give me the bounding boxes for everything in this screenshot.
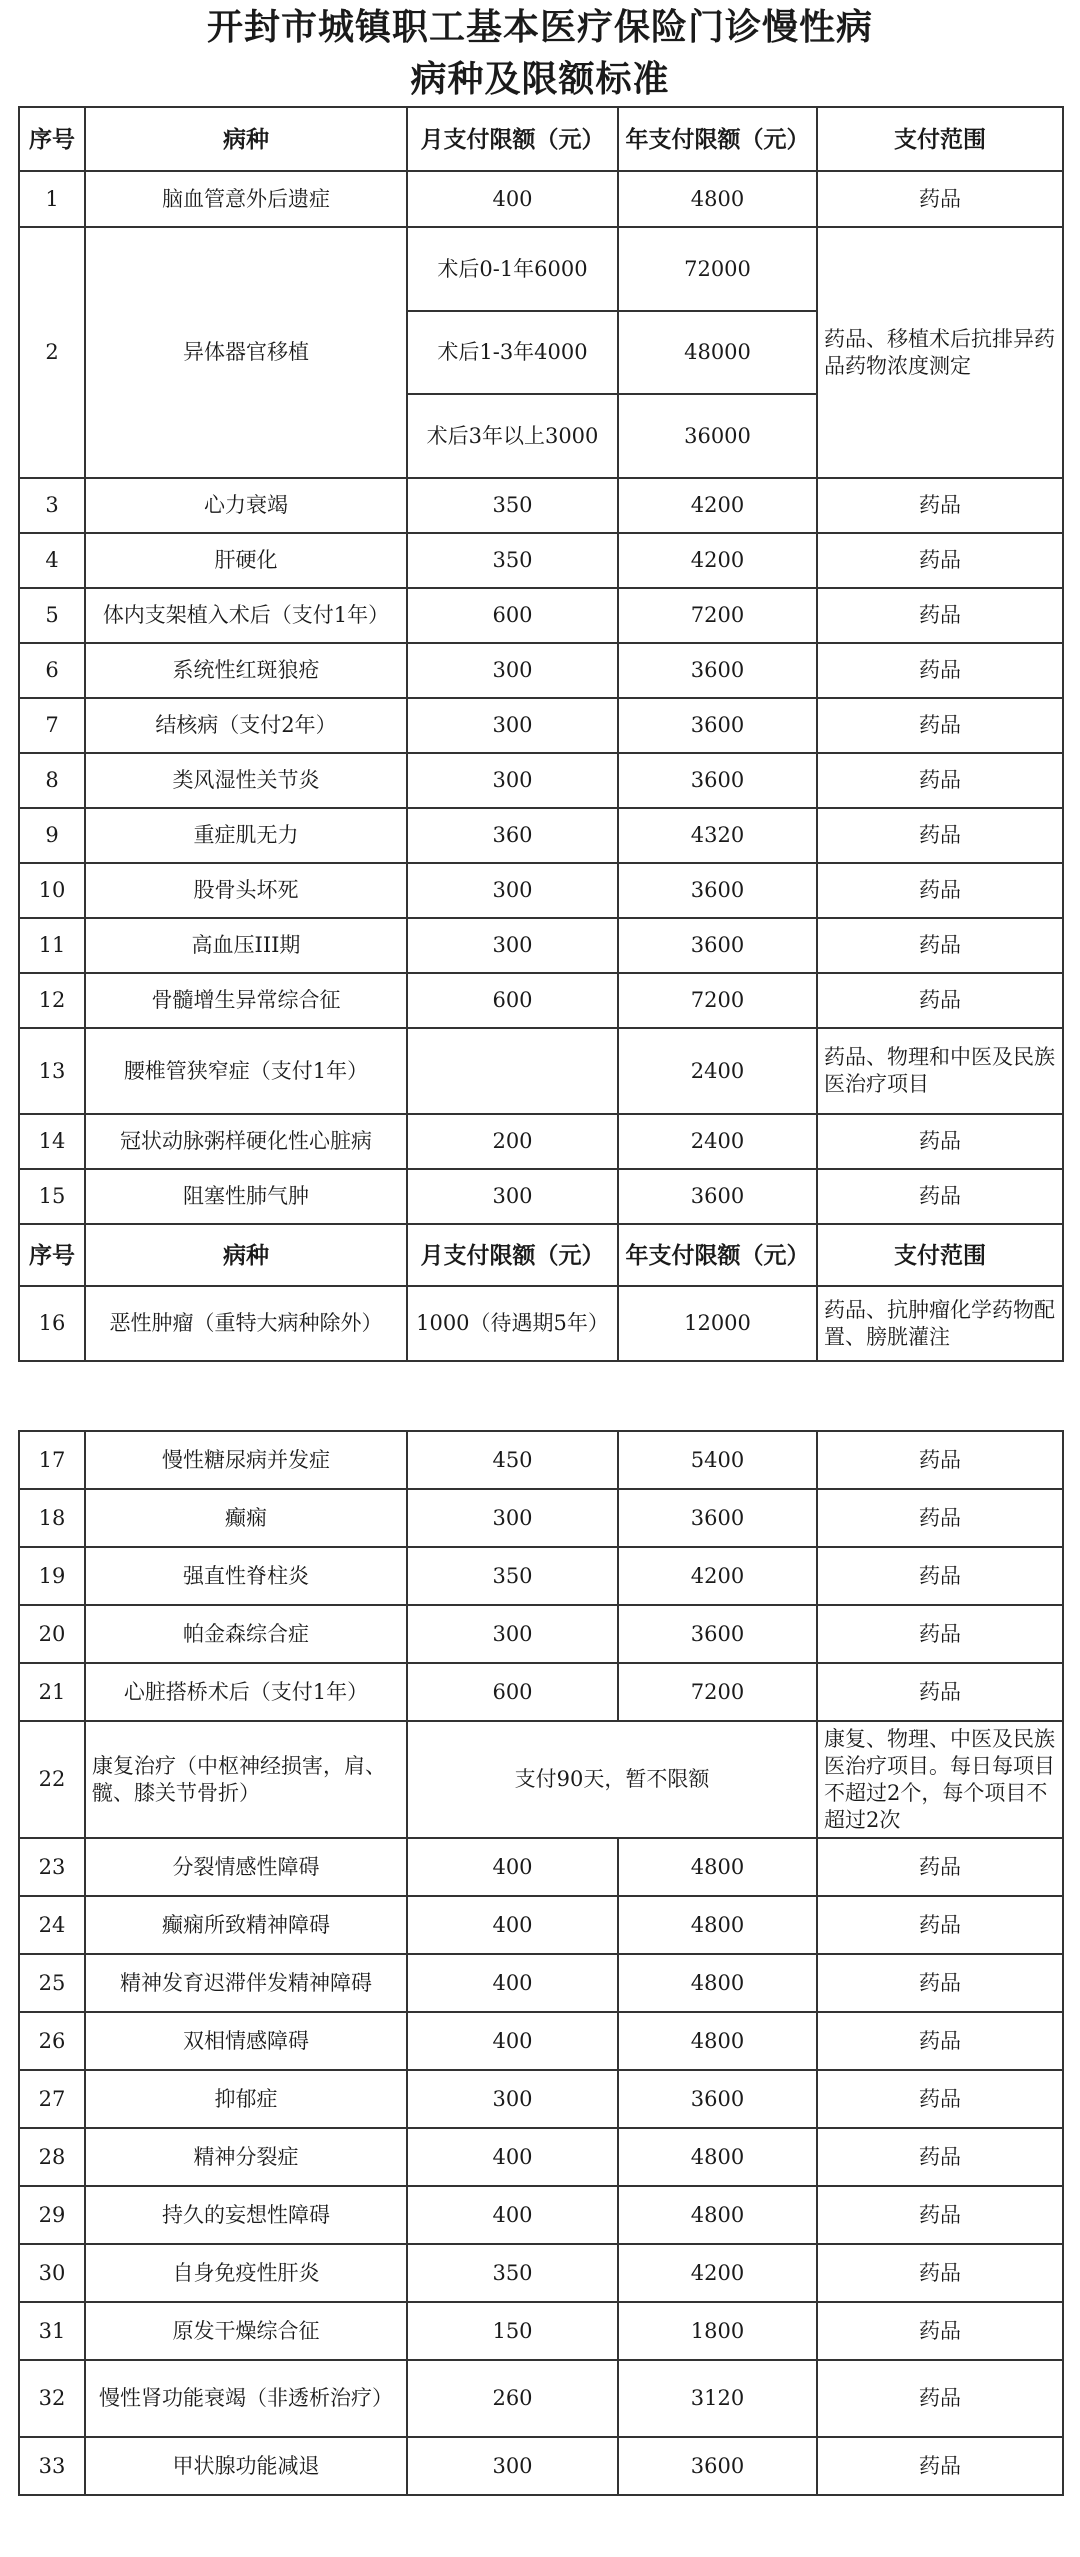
row-monthly: 600 — [407, 588, 618, 643]
row-annual: 4800 — [618, 2186, 817, 2244]
row-disease: 高血压III期 — [85, 918, 407, 973]
row-disease: 甲状腺功能减退 — [85, 2437, 407, 2495]
row-monthly-stage: 术后0-1年6000 — [407, 227, 618, 311]
row-no: 31 — [19, 2302, 85, 2360]
table-row — [19, 1489, 1063, 1547]
table-row — [19, 2302, 1063, 2360]
row-disease: 阻塞性肺气肿 — [85, 1169, 407, 1224]
row-scope: 康复、物理、中医及民族医治疗项目。每日每项目不超过2个，每个项目不超过2次 — [817, 1721, 1063, 1838]
row-disease: 持久的妄想性障碍 — [85, 2186, 407, 2244]
row-monthly: 360 — [407, 808, 618, 863]
row-scope: 药品 — [817, 918, 1063, 973]
row-no: 11 — [19, 918, 85, 973]
row-annual: 3600 — [618, 918, 817, 973]
row-monthly: 150 — [407, 2302, 618, 2360]
row-disease: 异体器官移植 — [85, 227, 407, 478]
table-row — [19, 1431, 1063, 1489]
row-disease: 恶性肿瘤（重特大病种除外） — [85, 1286, 407, 1361]
row-monthly: 400 — [407, 2128, 618, 2186]
row-no: 32 — [19, 2360, 85, 2437]
row-annual: 3600 — [618, 2437, 817, 2495]
row-no: 30 — [19, 2244, 85, 2302]
row-annual: 1800 — [618, 2302, 817, 2360]
row-annual: 4800 — [618, 1896, 817, 1954]
row-annual: 4200 — [618, 1547, 817, 1605]
table-row — [19, 1286, 1063, 1361]
row-scope: 药品 — [817, 2128, 1063, 2186]
row-monthly: 350 — [407, 478, 618, 533]
table-row — [19, 1169, 1063, 1224]
row-monthly: 300 — [407, 918, 618, 973]
row-scope: 药品 — [817, 1663, 1063, 1721]
row-scope: 药品 — [817, 588, 1063, 643]
table-header-row-repeat — [19, 1224, 1063, 1286]
row-scope: 药品 — [817, 1605, 1063, 1663]
row-annual: 4800 — [618, 2012, 817, 2070]
header-scope: 支付范围 — [817, 1224, 1063, 1286]
row-monthly: 400 — [407, 1954, 618, 2012]
table-row — [19, 1954, 1063, 2012]
table-row — [19, 2070, 1063, 2128]
row-disease: 骨髓增生异常综合征 — [85, 973, 407, 1028]
row-disease: 帕金森综合症 — [85, 1605, 407, 1663]
table-row — [19, 2186, 1063, 2244]
row-no: 6 — [19, 643, 85, 698]
table-row — [19, 753, 1063, 808]
row-monthly: 350 — [407, 533, 618, 588]
header-disease: 病种 — [85, 107, 407, 171]
row-monthly-stage: 术后1-3年4000 — [407, 311, 618, 394]
limits-table-1 — [18, 106, 1064, 1362]
row-no: 10 — [19, 863, 85, 918]
row-no: 14 — [19, 1114, 85, 1169]
row-disease: 精神发育迟滞伴发精神障碍 — [85, 1954, 407, 2012]
row-no: 23 — [19, 1838, 85, 1896]
row-scope: 药品 — [817, 478, 1063, 533]
limits-table-2 — [18, 1430, 1064, 2496]
table-header-row — [19, 107, 1063, 171]
row-no: 15 — [19, 1169, 85, 1224]
row-annual: 4800 — [618, 171, 817, 227]
row-no: 19 — [19, 1547, 85, 1605]
header-monthly: 月支付限额（元） — [407, 107, 618, 171]
row-monthly: 400 — [407, 2012, 618, 2070]
row-no: 27 — [19, 2070, 85, 2128]
row-no: 24 — [19, 1896, 85, 1954]
row-scope: 药品 — [817, 1547, 1063, 1605]
row-monthly: 400 — [407, 171, 618, 227]
header-no: 序号 — [19, 107, 85, 171]
row-annual: 3600 — [618, 643, 817, 698]
row-scope: 药品 — [817, 1896, 1063, 1954]
row-scope: 药品 — [817, 643, 1063, 698]
row-scope: 药品 — [817, 2070, 1063, 2128]
row-scope: 药品 — [817, 1954, 1063, 2012]
table-row — [19, 1028, 1063, 1114]
row-annual: 4200 — [618, 2244, 817, 2302]
row-disease: 癫痫所致精神障碍 — [85, 1896, 407, 1954]
row-annual: 7200 — [618, 973, 817, 1028]
row-scope: 药品 — [817, 2360, 1063, 2437]
row-scope: 药品 — [817, 2437, 1063, 2495]
header-annual: 年支付限额（元） — [618, 107, 817, 171]
row-monthly: 400 — [407, 2186, 618, 2244]
row-annual-stage: 36000 — [618, 394, 817, 478]
row-no: 33 — [19, 2437, 85, 2495]
row-monthly: 600 — [407, 1663, 618, 1721]
row-disease: 腰椎管狭窄症（支付1年） — [85, 1028, 407, 1114]
table-row — [19, 1605, 1063, 1663]
table-row — [19, 2012, 1063, 2070]
row-annual: 12000 — [618, 1286, 817, 1361]
table-row — [19, 1547, 1063, 1605]
table-row-rehab — [19, 1721, 1063, 1838]
row-monthly: 300 — [407, 2070, 618, 2128]
header-no: 序号 — [19, 1224, 85, 1286]
table-row — [19, 1838, 1063, 1896]
table-row — [19, 698, 1063, 753]
row-disease: 分裂情感性障碍 — [85, 1838, 407, 1896]
row-disease: 双相情感障碍 — [85, 2012, 407, 2070]
row-scope: 药品 — [817, 808, 1063, 863]
row-scope: 药品、物理和中医及民族医治疗项目 — [817, 1028, 1063, 1114]
table-row — [19, 533, 1063, 588]
row-disease: 精神分裂症 — [85, 2128, 407, 2186]
row-annual: 3600 — [618, 863, 817, 918]
header-scope: 支付范围 — [817, 107, 1063, 171]
row-no: 12 — [19, 973, 85, 1028]
row-no: 20 — [19, 1605, 85, 1663]
header-disease: 病种 — [85, 1224, 407, 1286]
row-monthly: 1000（待遇期5年） — [407, 1286, 618, 1361]
row-annual: 3600 — [618, 2070, 817, 2128]
row-disease: 结核病（支付2年） — [85, 698, 407, 753]
row-scope: 药品 — [817, 1114, 1063, 1169]
row-disease: 康复治疗（中枢神经损害，肩、髋、膝关节骨折） — [85, 1721, 407, 1838]
row-annual: 4800 — [618, 1954, 817, 2012]
row-disease: 类风湿性关节炎 — [85, 753, 407, 808]
row-disease: 重症肌无力 — [85, 808, 407, 863]
row-no: 4 — [19, 533, 85, 588]
row-scope: 药品 — [817, 1838, 1063, 1896]
row-scope: 药品 — [817, 171, 1063, 227]
table-row — [19, 478, 1063, 533]
table-row — [19, 973, 1063, 1028]
row-scope: 药品 — [817, 1431, 1063, 1489]
row-disease: 体内支架植入术后（支付1年） — [85, 588, 407, 643]
row-monthly: 400 — [407, 1838, 618, 1896]
row-no: 2 — [19, 227, 85, 478]
row-monthly: 200 — [407, 1114, 618, 1169]
row-monthly: 300 — [407, 753, 618, 808]
row-monthly — [407, 1028, 618, 1114]
row-monthly: 300 — [407, 1169, 618, 1224]
row-limit-merged: 支付90天，暂不限额 — [407, 1721, 817, 1838]
row-disease: 心力衰竭 — [85, 478, 407, 533]
row-no: 17 — [19, 1431, 85, 1489]
row-annual: 2400 — [618, 1114, 817, 1169]
row-scope: 药品 — [817, 753, 1063, 808]
row-annual-stage: 72000 — [618, 227, 817, 311]
row-annual: 2400 — [618, 1028, 817, 1114]
row-annual: 4800 — [618, 2128, 817, 2186]
row-no: 29 — [19, 2186, 85, 2244]
row-scope: 药品、移植术后抗排异药品药物浓度测定 — [817, 227, 1063, 478]
row-annual: 3600 — [618, 698, 817, 753]
row-annual: 3600 — [618, 1489, 817, 1547]
row-annual: 7200 — [618, 1663, 817, 1721]
row-annual: 7200 — [618, 588, 817, 643]
row-scope: 药品 — [817, 2244, 1063, 2302]
table-row — [19, 643, 1063, 698]
row-scope: 药品 — [817, 1489, 1063, 1547]
row-annual: 4200 — [618, 478, 817, 533]
row-disease: 股骨头坏死 — [85, 863, 407, 918]
row-no: 1 — [19, 171, 85, 227]
row-monthly: 300 — [407, 863, 618, 918]
row-no: 28 — [19, 2128, 85, 2186]
row-no: 16 — [19, 1286, 85, 1361]
row-annual-stage: 48000 — [618, 311, 817, 394]
row-monthly: 300 — [407, 2437, 618, 2495]
row-scope: 药品 — [817, 2012, 1063, 2070]
row-annual: 3600 — [618, 753, 817, 808]
table-row — [19, 2244, 1063, 2302]
row-disease: 慢性肾功能衰竭（非透析治疗） — [85, 2360, 407, 2437]
row-annual: 4800 — [618, 1838, 817, 1896]
row-disease: 自身免疫性肝炎 — [85, 2244, 407, 2302]
row-annual: 3600 — [618, 1605, 817, 1663]
row-no: 18 — [19, 1489, 85, 1547]
table-row — [19, 2128, 1063, 2186]
row-monthly: 300 — [407, 1605, 618, 1663]
row-disease: 脑血管意外后遗症 — [85, 171, 407, 227]
row-scope: 药品 — [817, 973, 1063, 1028]
page-subtitle: 病种及限额标准 — [410, 58, 670, 100]
row-monthly: 400 — [407, 1896, 618, 1954]
row-no: 26 — [19, 2012, 85, 2070]
row-monthly: 350 — [407, 2244, 618, 2302]
row-no: 7 — [19, 698, 85, 753]
row-monthly: 350 — [407, 1547, 618, 1605]
row-scope: 药品、抗肿瘤化学药物配置、膀胱灌注 — [817, 1286, 1063, 1361]
row-disease: 原发干燥综合征 — [85, 2302, 407, 2360]
table-row — [19, 171, 1063, 227]
row-annual: 4320 — [618, 808, 817, 863]
row-monthly: 300 — [407, 1489, 618, 1547]
table-row — [19, 863, 1063, 918]
table-row-transplant — [19, 227, 1063, 311]
row-no: 9 — [19, 808, 85, 863]
row-annual: 3600 — [618, 1169, 817, 1224]
row-monthly: 300 — [407, 698, 618, 753]
row-disease: 系统性红斑狼疮 — [85, 643, 407, 698]
row-annual: 4200 — [618, 533, 817, 588]
row-annual: 3120 — [618, 2360, 817, 2437]
row-disease: 慢性糖尿病并发症 — [85, 1431, 407, 1489]
header-annual: 年支付限额（元） — [618, 1224, 817, 1286]
table-row — [19, 1114, 1063, 1169]
row-scope: 药品 — [817, 2302, 1063, 2360]
row-no: 8 — [19, 753, 85, 808]
row-disease: 癫痫 — [85, 1489, 407, 1547]
table-row — [19, 808, 1063, 863]
row-no: 21 — [19, 1663, 85, 1721]
row-no: 3 — [19, 478, 85, 533]
row-monthly: 300 — [407, 643, 618, 698]
row-scope: 药品 — [817, 863, 1063, 918]
table-row — [19, 1663, 1063, 1721]
row-disease: 肝硬化 — [85, 533, 407, 588]
row-monthly: 600 — [407, 973, 618, 1028]
row-no: 13 — [19, 1028, 85, 1114]
row-disease: 抑郁症 — [85, 2070, 407, 2128]
row-disease: 强直性脊柱炎 — [85, 1547, 407, 1605]
row-no: 22 — [19, 1721, 85, 1838]
table-row — [19, 918, 1063, 973]
row-no: 25 — [19, 1954, 85, 2012]
table-row — [19, 2360, 1063, 2437]
row-monthly: 260 — [407, 2360, 618, 2437]
row-monthly: 450 — [407, 1431, 618, 1489]
table-row — [19, 1896, 1063, 1954]
row-scope: 药品 — [817, 698, 1063, 753]
table-row — [19, 588, 1063, 643]
table-row — [19, 2437, 1063, 2495]
row-scope: 药品 — [817, 533, 1063, 588]
row-disease: 冠状动脉粥样硬化性心脏病 — [85, 1114, 407, 1169]
row-disease: 心脏搭桥术后（支付1年） — [85, 1663, 407, 1721]
row-no: 5 — [19, 588, 85, 643]
row-annual: 5400 — [618, 1431, 817, 1489]
row-scope: 药品 — [817, 1169, 1063, 1224]
row-scope: 药品 — [817, 2186, 1063, 2244]
header-monthly: 月支付限额（元） — [407, 1224, 618, 1286]
page-title: 开封市城镇职工基本医疗保险门诊慢性病 — [206, 6, 873, 48]
row-monthly-stage: 术后3年以上3000 — [407, 394, 618, 478]
